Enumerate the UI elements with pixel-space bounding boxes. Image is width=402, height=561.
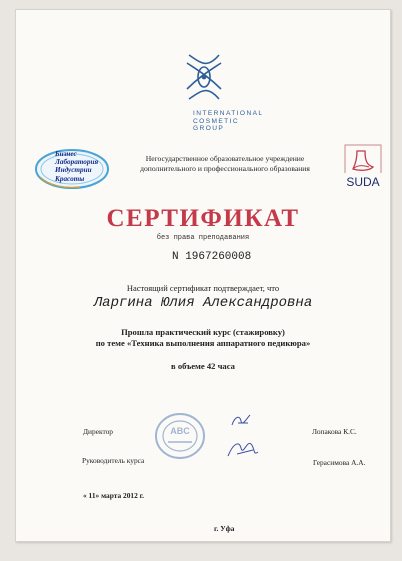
igc-line-1: INTERNATIONAL <box>193 110 264 117</box>
school-line-4: Красоты <box>55 174 85 183</box>
issue-date: « 11» марта 2012 г. <box>83 491 145 500</box>
suda-brand: SUDA <box>346 175 380 189</box>
person-name: Ларгина Юлия Александровна <box>93 295 313 311</box>
igc-logo-icon <box>181 49 227 105</box>
school-line-2: Лаборатория <box>55 158 99 167</box>
certificate-subtitle: без права преподавания <box>156 234 250 242</box>
school-name <box>55 150 98 183</box>
head-signature <box>225 436 261 462</box>
director-signature <box>229 412 253 430</box>
certificate-title: СЕРТИФИКАТ <box>106 205 300 232</box>
suda-foot-icon <box>343 143 383 175</box>
igc-line-2: COSMETIC <box>193 117 240 125</box>
director-label: Директор <box>83 427 113 436</box>
course-line-1: Прошла практический курс (стажировку) <box>121 327 285 337</box>
igc-name <box>193 110 263 133</box>
institution-line-1: Негосударственное образовательное учреждение <box>145 154 305 163</box>
school-line-1: Бизнес <box>55 150 77 158</box>
course-line-2: по теме «Техника выполнения аппаратного педикюра» <box>95 338 311 348</box>
school-line-3: Индустрии <box>55 166 92 175</box>
institution-line-2: дополнительного и профессионального образования <box>140 164 310 173</box>
course-hours: в объеме 42 часа <box>171 361 235 371</box>
issue-city: г. Уфа <box>214 524 235 533</box>
igc-line-3: GROUP <box>193 125 225 133</box>
course-head-name: Герасимова А.А. <box>313 458 366 467</box>
certificate-number: N 1967260008 <box>172 251 252 263</box>
stamp-text: ABC <box>170 426 190 436</box>
institution-name <box>115 154 335 174</box>
course-description <box>15 327 391 349</box>
course-head-label: Руководитель курса <box>82 456 145 465</box>
confirm-text: Настоящий сертификат подтверждает, что <box>126 283 280 293</box>
certificate-page <box>15 9 391 542</box>
round-stamp <box>154 412 206 460</box>
director-name: Лопакова К.С. <box>312 427 357 436</box>
